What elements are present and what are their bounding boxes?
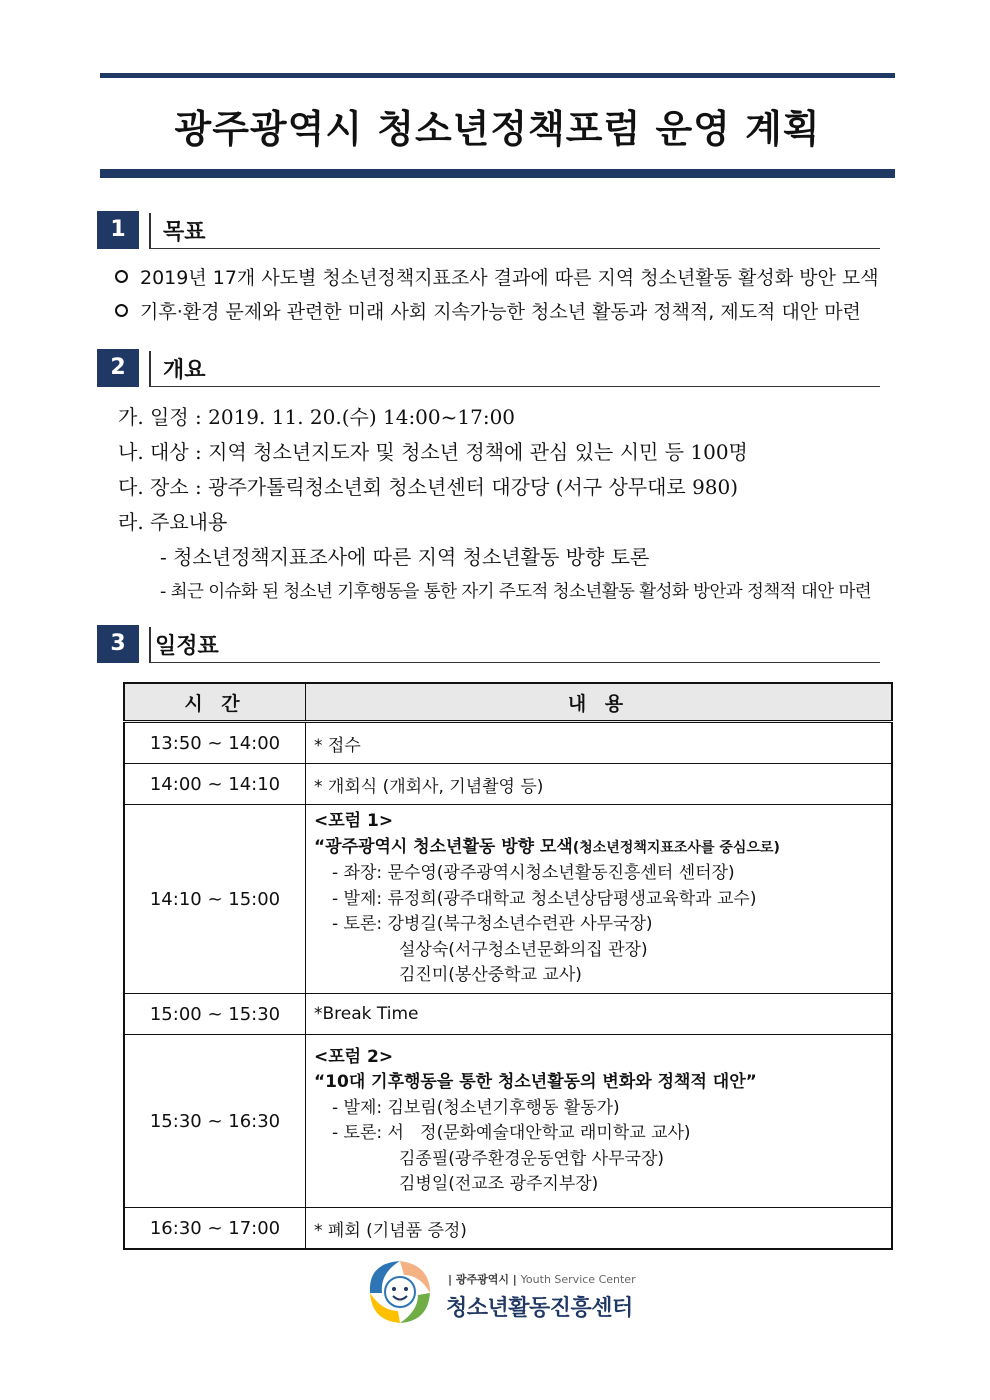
content-cell: [306, 1035, 893, 1208]
goal-text: 기후·환경 문제와 관련한 미래 사회 지속가능한 청소년 활동과 정책적, 제도적 대안 마련: [140, 301, 861, 323]
table-row: [124, 805, 892, 994]
time-cell: 15:00 ~ 15:30: [124, 994, 306, 1035]
goal-text: 2019년 17개 사도별 청소년정책지표조사 결과에 따른 지역 청소년활동 활성화 방안 모색: [140, 267, 879, 289]
forum-line: - 토론: 서 정(문화예술대안학교 래미학교 교사): [332, 1123, 691, 1143]
logo-subtitle-ko: | 광주광역시 |: [448, 1273, 517, 1286]
table-header-row: [124, 683, 892, 722]
content-cell: * 개회식 (개회사, 기념촬영 등): [306, 764, 893, 805]
table-row: [124, 1035, 892, 1208]
table-row: [124, 1208, 892, 1250]
overview-main-label: 라. 주요내용: [118, 510, 228, 534]
title-top-rule: [100, 73, 895, 78]
forum-line: 김종필(광주환경운동연합 사무국장): [399, 1148, 664, 1169]
center-logo-icon: [360, 1253, 440, 1328]
time-cell: 14:10 ~ 15:00: [124, 805, 306, 994]
section-divider: [149, 351, 151, 387]
content-cell: *Break Time: [306, 994, 893, 1035]
forum-title: “10대 기후행동을 통한 청소년활동의 변화와 정책적 대안”: [314, 1072, 757, 1092]
forum-line: 김병일(전교조 광주지부장): [399, 1174, 599, 1194]
section-underline: [149, 248, 880, 249]
section-underline: [149, 386, 880, 387]
overview-schedule: 가. 일정 : 2019. 11. 20.(수) 14:00~17:00: [118, 405, 516, 429]
goal-item: [115, 297, 861, 324]
title-bottom-rule: [100, 169, 895, 178]
forum-line: 김진미(봉산중학교 교사): [399, 965, 582, 986]
forum-line: - 토론: 강병길(북구청소년수련관 사무국장): [332, 914, 653, 935]
document-title: 광주광역시 청소년정책포럼 운영 계획: [174, 107, 821, 151]
logo-subtitle-en: Youth Service Center: [520, 1273, 636, 1286]
time-cell: 15:30 ~ 16:30: [124, 1035, 306, 1208]
section-3-header: [97, 625, 880, 665]
goal-item: [115, 263, 879, 290]
table-row: [124, 764, 892, 805]
section-number: 2: [97, 349, 139, 387]
logo-subtitle: [448, 1271, 636, 1287]
forum-line: - 좌장: 문수영(광주광역시청소년활동진흥센터 센터장): [332, 863, 735, 884]
open-circle-bullet-icon: [115, 304, 128, 317]
forum-line: 설상숙(서구청소년문화의집 관장): [399, 939, 648, 960]
content-cell: [306, 805, 893, 994]
forum-line: - 발제: 김보림(청소년기후행동 활동가): [332, 1097, 620, 1118]
section-title: 개요: [163, 358, 206, 383]
table-row: [124, 994, 892, 1035]
forum-title-subtext: (청소년정책지표조사를 중심으로): [572, 839, 780, 856]
content-cell: * 접수: [306, 722, 893, 764]
content-column-header: 내 용: [306, 683, 893, 722]
section-number: 1: [97, 211, 139, 249]
forum-title-text: “광주광역시 청소년활동 방향 모색: [314, 836, 573, 857]
overview-place: 다. 장소 : 광주가톨릭청소년회 청소년센터 대강당 (서구 상무대로 980): [118, 475, 739, 499]
section-underline: [149, 662, 880, 663]
section-number: 3: [97, 625, 139, 663]
overview-main-item: - 청소년정책지표조사에 따른 지역 청소년활동 방향 토론: [160, 545, 650, 569]
section-divider: [149, 627, 151, 663]
section-1-header: [97, 211, 880, 251]
forum-title: [314, 835, 883, 862]
logo-name: 청소년활동진흥센터: [446, 1296, 633, 1321]
forum-label: <포럼 1>: [314, 811, 394, 832]
time-column-header: 시 간: [124, 683, 306, 722]
forum-line: - 발제: 류정희(광주대학교 청소년상담평생교육학과 교수): [332, 888, 757, 909]
footer-logo: [360, 1253, 650, 1328]
overview-main-item: - 최근 이슈화 된 청소년 기후행동을 통한 자기 주도적 청소년활동 활성화 방안과 정책적 대안 마련: [160, 582, 872, 602]
forum-label: <포럼 2>: [314, 1046, 394, 1067]
section-2-header: [97, 349, 880, 389]
section-divider: [149, 213, 151, 249]
section-title: 일정표: [155, 634, 219, 659]
table-row: [124, 722, 892, 764]
time-cell: 13:50 ~ 14:00: [124, 722, 306, 764]
time-cell: 16:30 ~ 17:00: [124, 1208, 306, 1250]
time-cell: 14:00 ~ 14:10: [124, 764, 306, 805]
section-title: 목표: [163, 220, 206, 245]
schedule-table: [123, 682, 893, 1250]
content-cell: * 폐회 (기념품 증정): [306, 1208, 893, 1250]
open-circle-bullet-icon: [115, 270, 128, 283]
overview-target: 나. 대상 : 지역 청소년지도자 및 청소년 정책에 관심 있는 시민 등 100명: [118, 440, 748, 464]
